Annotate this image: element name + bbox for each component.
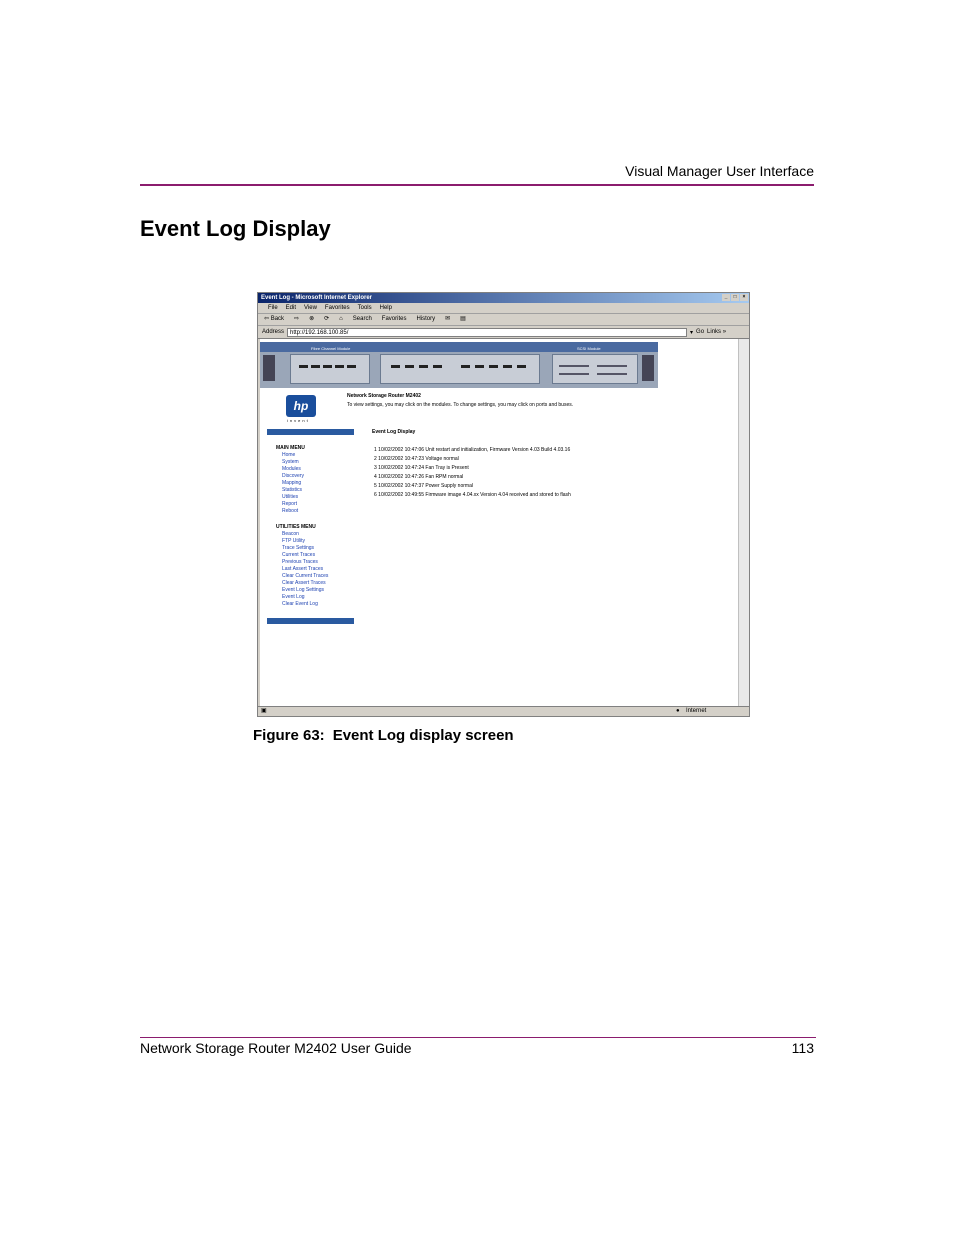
- power-supply-icon[interactable]: [263, 355, 275, 381]
- figure-caption: [253, 727, 514, 744]
- favorites-button[interactable]: Favorites: [381, 316, 407, 322]
- scsi-module-label: SCSI Module: [577, 346, 601, 351]
- scsi-module[interactable]: [552, 346, 638, 384]
- menu-link-report[interactable]: Report: [282, 501, 298, 507]
- instructions-text: To view settings, you may click on the modules. To change settings, you may click on ports and buses.: [347, 402, 574, 408]
- vertical-scrollbar[interactable]: [738, 339, 749, 707]
- log-entry: 4 10/02/2002 10:47:26 Fan RPM normal: [374, 474, 464, 480]
- log-entry: 2 10/02/2002 10:47:23 Voltage normal: [374, 456, 459, 462]
- menu-view[interactable]: View: [304, 305, 317, 311]
- log-entry: 3 10/02/2002 10:47:24 Fan Tray is Present: [374, 465, 469, 471]
- stop-icon[interactable]: ⊗: [309, 316, 315, 322]
- main-menu-heading: MAIN MENU: [276, 445, 305, 451]
- footer-guide-title: Network Storage Router M2402 User Guide: [140, 1040, 412, 1056]
- fc-module-label: Fibre Channel Module: [311, 346, 351, 351]
- figure-label: Figure 63:: [253, 727, 325, 744]
- internet-zone-icon: ●: [676, 708, 680, 714]
- menu-link-ftp-utility[interactable]: FTP Utility: [282, 538, 305, 544]
- menu-link-modules[interactable]: Modules: [282, 466, 301, 472]
- links-button[interactable]: Links »: [707, 329, 727, 335]
- refresh-icon[interactable]: ⟳: [324, 316, 330, 322]
- nav-divider-top: [267, 429, 354, 435]
- menu-link-current-traces[interactable]: Current Traces: [282, 552, 316, 558]
- log-entry: 6 10/02/2002 10:49:55 Firmware image 4.04.xx Version 4.04 received and stored to flash: [374, 492, 571, 498]
- figure-caption-text: Event Log display screen: [332, 727, 514, 744]
- address-dropdown-icon[interactable]: ▾: [690, 329, 694, 336]
- page-status-icon: ▣: [261, 708, 267, 714]
- menu-file[interactable]: File: [268, 305, 278, 311]
- nav-divider-bottom: [267, 618, 354, 624]
- menu-link-beacon[interactable]: Beacon: [282, 531, 299, 537]
- address-bar: [258, 326, 749, 339]
- close-icon[interactable]: ×: [740, 294, 748, 301]
- address-input[interactable]: http://192.168.100.85/: [287, 328, 687, 337]
- mail-icon[interactable]: ✉: [445, 316, 451, 322]
- browser-screenshot: [257, 292, 750, 717]
- menu-link-event-log-settings[interactable]: Event Log Settings: [282, 587, 324, 593]
- product-name: Network Storage Router M2402: [347, 393, 421, 399]
- go-button[interactable]: Go: [696, 329, 705, 335]
- menu-link-clear-assert-traces[interactable]: Clear Assert Traces: [282, 580, 326, 586]
- menu-link-mapping[interactable]: Mapping: [282, 480, 302, 486]
- address-label: Address: [262, 329, 285, 335]
- maximize-icon[interactable]: □: [731, 294, 739, 301]
- menu-link-discovery[interactable]: Discovery: [282, 473, 304, 479]
- menu-link-trace-settings[interactable]: Trace Settings: [282, 545, 315, 551]
- footer-rule: [140, 1037, 816, 1038]
- running-header: Visual Manager User Interface: [625, 163, 814, 179]
- log-entry: 5 10/02/2002 10:47:37 Power Supply normal: [374, 483, 473, 489]
- log-entry: 1 10/02/2002 10:47:06 Unit restart and initialization, Firmware Version 4.03 Build 4.03.16: [374, 447, 571, 453]
- menu-link-event-log[interactable]: Event Log: [282, 594, 305, 600]
- window-titlebar: [258, 293, 749, 303]
- utilities-menu-heading: UTILITIES MENU: [276, 524, 316, 530]
- menu-link-utilities[interactable]: Utilities: [282, 494, 299, 500]
- header-rule: [140, 184, 814, 186]
- forward-button[interactable]: ⇨: [294, 316, 300, 322]
- history-button[interactable]: History: [416, 316, 436, 322]
- menu-tools[interactable]: Tools: [357, 305, 372, 311]
- menu-link-reboot[interactable]: Reboot: [282, 508, 299, 514]
- internet-zone-label: Internet: [686, 708, 707, 714]
- menu-help[interactable]: Help: [379, 305, 392, 311]
- status-bar: [258, 706, 749, 716]
- browser-toolbar: [258, 314, 749, 326]
- page-content: [260, 339, 738, 707]
- menu-link-system[interactable]: System: [282, 459, 299, 465]
- menu-link-home[interactable]: Home: [282, 452, 296, 458]
- fan-tray-icon[interactable]: [642, 355, 654, 381]
- menu-link-previous-traces[interactable]: Previous Traces: [282, 559, 318, 565]
- minimize-icon[interactable]: _: [722, 294, 730, 301]
- menu-bar: [258, 303, 749, 314]
- menu-edit[interactable]: Edit: [285, 305, 297, 311]
- menu-favorites[interactable]: Favorites: [324, 305, 350, 311]
- menu-link-last-assert-traces[interactable]: Last Assert Traces: [282, 566, 324, 572]
- menu-link-statistics[interactable]: Statistics: [282, 487, 303, 493]
- page-number: 113: [791, 1040, 814, 1056]
- print-icon[interactable]: ▤: [460, 316, 466, 322]
- window-title: Event Log - Microsoft Internet Explorer: [261, 295, 373, 301]
- back-button[interactable]: ⇦ Back: [264, 316, 285, 322]
- section-title: Event Log Display: [140, 216, 331, 241]
- fc-module-2[interactable]: [380, 354, 540, 384]
- fc-module[interactable]: [290, 346, 370, 384]
- hp-logo: hp: [286, 395, 316, 417]
- menu-link-clear-event-log[interactable]: Clear Event Log: [282, 601, 318, 607]
- logo-tagline: invent: [287, 418, 310, 423]
- router-banner[interactable]: [260, 342, 658, 388]
- home-icon[interactable]: ⌂: [339, 316, 343, 322]
- search-button[interactable]: Search: [352, 316, 372, 322]
- event-log-heading: Event Log Display: [372, 429, 416, 435]
- menu-link-clear-current-traces[interactable]: Clear Current Traces: [282, 573, 329, 579]
